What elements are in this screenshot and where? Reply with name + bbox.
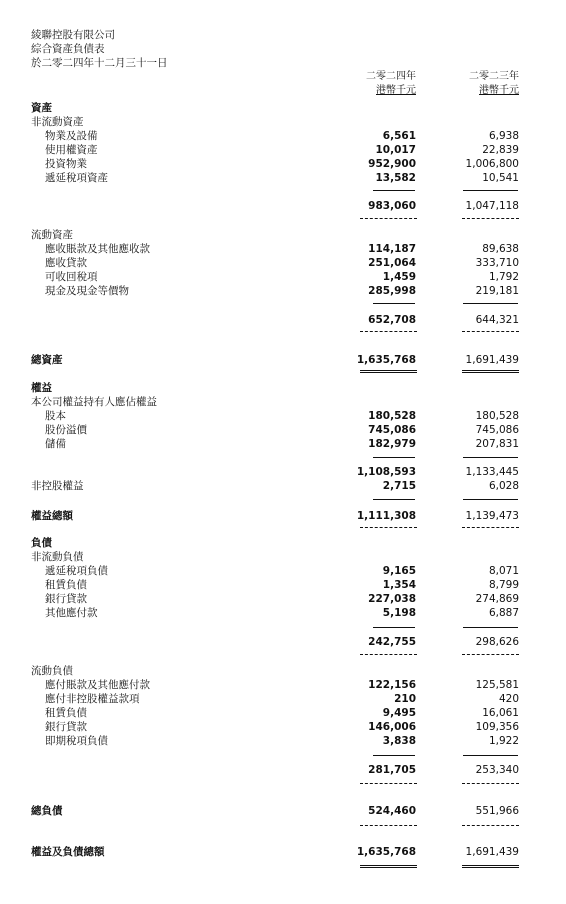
value-2023: 1,047,118	[465, 200, 519, 212]
value-2024: 122,156	[368, 679, 416, 691]
table-row-trade-other-receivables	[0, 242, 566, 256]
row-label: 流動資產	[31, 229, 73, 241]
value-2023: 298,626	[475, 636, 519, 648]
table-row-right-of-use-assets	[0, 143, 566, 157]
row-label: 可收回稅項	[45, 271, 98, 283]
table-row-current-assets-heading	[0, 228, 566, 242]
rule	[373, 499, 415, 500]
value-2023: 1,691,439	[465, 846, 519, 858]
table-row-assets-heading	[0, 101, 566, 115]
row-label: 應付非控股權益款項	[45, 693, 140, 705]
row-label: 總資產	[31, 354, 63, 366]
value-2023: 420	[498, 693, 519, 705]
value-2023: 6,938	[488, 130, 519, 142]
table-row-deferred-tax-liabilities	[0, 564, 566, 578]
row-label: 非流動負債	[31, 551, 84, 563]
table-row-total-current-liabilities	[0, 763, 566, 777]
row-label: 應付賬款及其他應付款	[45, 679, 150, 691]
row-label: 租賃負債	[45, 579, 87, 591]
table-row-total-assets	[0, 353, 566, 367]
table-row-equity-heading	[0, 381, 566, 395]
rule	[462, 218, 519, 219]
row-label: 流動負債	[31, 665, 73, 677]
rule	[360, 331, 417, 332]
value-2023: 219,181	[475, 285, 519, 297]
table-row-total-noncurrent-liabilities	[0, 635, 566, 649]
value-2024: 13,582	[375, 172, 416, 184]
column-unit-2024: 港幣千元	[376, 85, 416, 96]
value-2024: 281,705	[368, 764, 416, 776]
value-2024: 9,165	[382, 565, 416, 577]
rule	[462, 331, 519, 332]
rule	[462, 527, 519, 528]
value-2023: 8,071	[488, 565, 519, 577]
row-label: 使用權資產	[45, 144, 98, 156]
column-year-2024: 二零二四年	[366, 71, 416, 82]
value-2023: 1,691,439	[465, 354, 519, 366]
row-label: 即期稅項負債	[45, 735, 108, 747]
value-2023: 89,638	[482, 243, 519, 255]
value-2023: 207,831	[475, 438, 519, 450]
row-label: 權益及負債總額	[31, 846, 105, 858]
rule	[463, 303, 518, 304]
value-2024: 227,038	[368, 593, 416, 605]
value-2023: 125,581	[475, 679, 519, 691]
table-row-property-plant-equipment	[0, 129, 566, 143]
row-label: 本公司權益持有人應佔權益	[31, 396, 157, 408]
value-2023: 1,792	[488, 271, 519, 283]
row-label: 現金及現金等價物	[45, 285, 129, 297]
row-label: 資產	[31, 102, 52, 114]
value-2024: 10,017	[375, 144, 416, 156]
value-2023: 10,541	[482, 172, 519, 184]
statement-title: 綜合資產負債表	[31, 43, 105, 55]
company-name: 綾聯控股有限公司	[31, 29, 115, 41]
row-label: 應收貸款	[45, 257, 87, 269]
table-row-total-equity	[0, 509, 566, 523]
value-2024: 1,635,768	[356, 846, 416, 858]
table-row-noncurrent-liabilities-heading	[0, 550, 566, 564]
row-label: 負債	[31, 537, 52, 549]
table-row-reserves	[0, 437, 566, 451]
value-2024: 2,715	[382, 480, 416, 492]
row-label: 權益	[31, 382, 52, 394]
rule	[373, 303, 415, 304]
value-2023: 1,133,445	[465, 466, 519, 478]
value-2024: 1,111,308	[356, 510, 416, 522]
value-2024: 180,528	[368, 410, 416, 422]
value-2023: 253,340	[475, 764, 519, 776]
table-row-equity-attrib-total	[0, 465, 566, 479]
table-row-total-equity-liabilities	[0, 845, 566, 859]
value-2023: 644,321	[475, 314, 519, 326]
rule	[462, 825, 519, 826]
value-2024: 1,354	[382, 579, 416, 591]
value-2024: 1,635,768	[356, 354, 416, 366]
table-row-share-premium	[0, 423, 566, 437]
table-row-non-controlling-interests	[0, 479, 566, 493]
rule	[463, 627, 518, 628]
value-2024: 1,459	[382, 271, 416, 283]
value-2023: 1,139,473	[465, 510, 519, 522]
value-2023: 109,356	[475, 721, 519, 733]
value-2024: 114,187	[368, 243, 416, 255]
rule	[360, 527, 417, 528]
table-row-investment-properties	[0, 157, 566, 171]
value-2023: 16,061	[482, 707, 519, 719]
table-row-total-current-assets	[0, 313, 566, 327]
row-label: 物業及設備	[45, 130, 98, 142]
table-row-liabilities-heading	[0, 536, 566, 550]
row-label: 遞延稅項資產	[45, 172, 108, 184]
value-2024: 745,086	[368, 424, 416, 436]
rule	[373, 190, 415, 191]
table-row-lease-liabilities-nc	[0, 578, 566, 592]
row-label: 投資物業	[45, 158, 87, 170]
rule	[463, 755, 518, 756]
rule	[360, 783, 417, 784]
value-2024: 182,979	[368, 438, 416, 450]
table-row-cash-equivalents	[0, 284, 566, 298]
statement-date: 於二零二四年十二月三十一日	[31, 57, 168, 69]
value-2023: 6,887	[488, 607, 519, 619]
value-2023: 180,528	[475, 410, 519, 422]
value-2023: 274,869	[475, 593, 519, 605]
row-label: 非控股權益	[31, 480, 84, 492]
rule	[373, 457, 415, 458]
value-2024: 983,060	[368, 200, 416, 212]
value-2023: 1,006,800	[465, 158, 519, 170]
table-row-tax-recoverable	[0, 270, 566, 284]
value-2024: 3,838	[382, 735, 416, 747]
value-2024: 6,561	[382, 130, 416, 142]
rule	[463, 190, 518, 191]
value-2023: 551,966	[475, 805, 519, 817]
rule	[462, 865, 519, 868]
value-2024: 242,755	[368, 636, 416, 648]
value-2024: 952,900	[368, 158, 416, 170]
value-2023: 6,028	[488, 480, 519, 492]
value-2024: 652,708	[368, 314, 416, 326]
rule	[463, 457, 518, 458]
row-label: 遞延稅項負債	[45, 565, 108, 577]
row-label: 租賃負債	[45, 707, 87, 719]
row-label: 其他應付款	[45, 607, 98, 619]
rule	[360, 654, 417, 655]
table-row-lease-liabilities-c	[0, 706, 566, 720]
value-2023: 8,799	[488, 579, 519, 591]
rule	[462, 370, 519, 373]
table-row-total-liabilities	[0, 804, 566, 818]
value-2024: 9,495	[382, 707, 416, 719]
row-label: 銀行貸款	[45, 721, 87, 733]
table-row-share-capital	[0, 409, 566, 423]
row-label: 股本	[45, 410, 66, 422]
rule	[373, 755, 415, 756]
row-label: 銀行貸款	[45, 593, 87, 605]
table-row-noncurrent-assets-heading	[0, 115, 566, 129]
value-2024: 210	[394, 693, 416, 705]
row-label: 權益總額	[31, 510, 73, 522]
value-2024: 285,998	[368, 285, 416, 297]
table-row-other-payables-nc	[0, 606, 566, 620]
table-row-current-tax-liabilities	[0, 734, 566, 748]
value-2023: 1,922	[488, 735, 519, 747]
rule	[462, 654, 519, 655]
value-2023: 745,086	[475, 424, 519, 436]
table-row-trade-other-payables	[0, 678, 566, 692]
table-row-deferred-tax-assets	[0, 171, 566, 185]
table-row-equity-attrib-heading	[0, 395, 566, 409]
value-2024: 1,108,593	[356, 466, 416, 478]
table-row-due-to-nci	[0, 692, 566, 706]
table-row-total-noncurrent-assets	[0, 199, 566, 213]
row-label: 儲備	[45, 438, 66, 450]
row-label: 應收賬款及其他應收款	[45, 243, 150, 255]
rule	[360, 865, 417, 868]
rule	[360, 218, 417, 219]
rule	[463, 499, 518, 500]
value-2024: 524,460	[368, 805, 416, 817]
table-row-loans-receivable	[0, 256, 566, 270]
table-row-bank-loans-c	[0, 720, 566, 734]
value-2024: 146,006	[368, 721, 416, 733]
value-2023: 22,839	[482, 144, 519, 156]
column-unit-2023: 港幣千元	[479, 85, 519, 96]
rule	[360, 370, 417, 373]
rule	[373, 627, 415, 628]
rule	[462, 783, 519, 784]
row-label: 非流動資產	[31, 116, 84, 128]
table-row-bank-loans-nc	[0, 592, 566, 606]
column-year-2023: 二零二三年	[469, 71, 519, 82]
row-label: 總負債	[31, 805, 63, 817]
value-2023: 333,710	[475, 257, 519, 269]
value-2024: 251,064	[368, 257, 416, 269]
row-label: 股份溢價	[45, 424, 87, 436]
value-2024: 5,198	[382, 607, 416, 619]
table-row-current-liabilities-heading	[0, 664, 566, 678]
rule	[360, 825, 417, 826]
